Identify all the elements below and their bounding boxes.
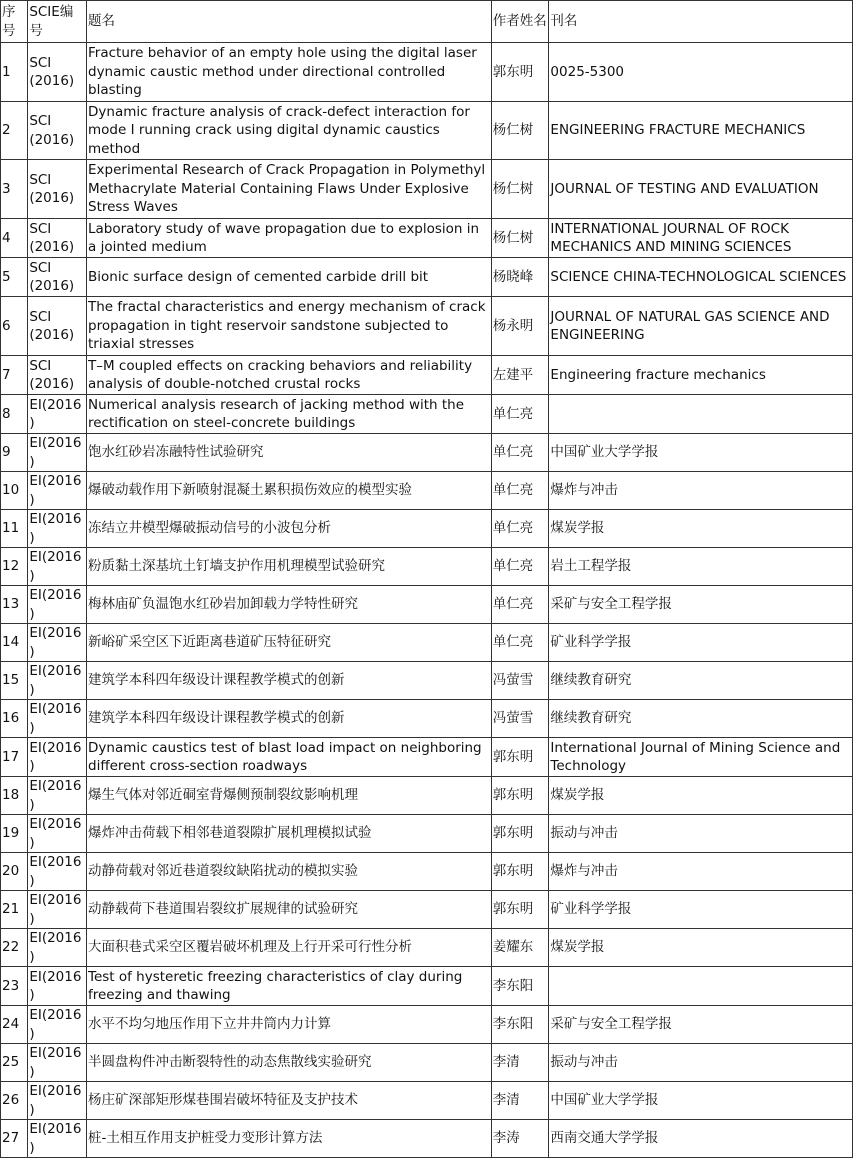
table-row (1, 43, 853, 102)
index-code: EI(2016) (28, 1044, 87, 1082)
index-code: SCI (2016) (28, 160, 87, 219)
journal-name: 爆炸与冲击 (549, 853, 853, 891)
row-number: 17 (1, 738, 28, 777)
author-name: 杨晓峰 (491, 258, 549, 297)
row-number: 25 (1, 1044, 28, 1082)
row-number: 12 (1, 548, 28, 586)
author-name: 单仁亮 (491, 624, 549, 662)
author-name: 郭东明 (491, 891, 549, 929)
table-row (1, 548, 853, 586)
paper-title: 杨庄矿深部矩形煤巷围岩破坏特征及支护技术 (87, 1082, 492, 1120)
row-number: 24 (1, 1006, 28, 1044)
row-number: 27 (1, 1120, 28, 1158)
row-number: 18 (1, 777, 28, 815)
row-number: 2 (1, 102, 28, 160)
author-name: 郭东明 (491, 777, 549, 815)
index-code: EI(2016) (28, 853, 87, 891)
index-code: EI(2016) (28, 1120, 87, 1158)
paper-title: Bionic surface design of cemented carbide drill bit (87, 258, 492, 297)
index-code: SCI (2016) (28, 219, 87, 258)
row-number: 26 (1, 1082, 28, 1120)
journal-name: International Journal of Mining Science and Technology (549, 738, 853, 777)
table-body (1, 43, 853, 1158)
paper-title: 爆生气体对邻近硐室背爆侧预制裂纹影响机理 (87, 777, 492, 815)
table-row (1, 102, 853, 160)
index-code: EI(2016) (28, 891, 87, 929)
paper-title: 爆破动载作用下新喷射混凝土累积损伤效应的模型实验 (87, 472, 492, 510)
header-author: 作者姓名 (491, 1, 549, 43)
journal-name (549, 967, 853, 1006)
table-row (1, 356, 853, 395)
index-code: SCI (2016) (28, 258, 87, 297)
index-code: EI(2016) (28, 929, 87, 967)
index-code: EI(2016) (28, 700, 87, 738)
row-number: 14 (1, 624, 28, 662)
journal-name: 振动与冲击 (549, 1044, 853, 1082)
table-row (1, 891, 853, 929)
paper-title: The fractal characteristics and energy mechanism of crack propagation in tight reservoir sandstone subjected to triaxial stresses (87, 297, 492, 356)
journal-name: 采矿与安全工程学报 (549, 586, 853, 624)
paper-title: Numerical analysis research of jacking method with the rectification on steel-concrete buildings (87, 395, 492, 434)
index-code: EI(2016) (28, 1082, 87, 1120)
journal-name: JOURNAL OF NATURAL GAS SCIENCE AND ENGINEERING (549, 297, 853, 356)
paper-title: 梅林庙矿负温饱水红砂岩加卸载力学特性研究 (87, 586, 492, 624)
paper-title: 水平不均匀地压作用下立井井筒内力计算 (87, 1006, 492, 1044)
author-name: 单仁亮 (491, 548, 549, 586)
author-name: 冯萤雪 (491, 700, 549, 738)
index-code: SCI (2016) (28, 102, 87, 160)
author-name: 郭东明 (491, 815, 549, 853)
row-number: 5 (1, 258, 28, 297)
index-code: SCI (2016) (28, 43, 87, 102)
row-number: 21 (1, 891, 28, 929)
row-number: 9 (1, 434, 28, 472)
row-number: 1 (1, 43, 28, 102)
paper-title: 新峪矿采空区下近距离巷道矿压特征研究 (87, 624, 492, 662)
author-name: 单仁亮 (491, 395, 549, 434)
table-row (1, 219, 853, 258)
journal-name: 矿业科学学报 (549, 624, 853, 662)
paper-title: 动静载荷下巷道围岩裂纹扩展规律的试验研究 (87, 891, 492, 929)
index-code: EI(2016) (28, 1006, 87, 1044)
index-code: EI(2016) (28, 738, 87, 777)
table-row (1, 777, 853, 815)
journal-name: 煤炭学报 (549, 777, 853, 815)
journal-name: 中国矿业大学学报 (549, 1082, 853, 1120)
header-row (1, 1, 853, 43)
row-number: 8 (1, 395, 28, 434)
author-name: 郭东明 (491, 738, 549, 777)
index-code: EI(2016) (28, 777, 87, 815)
row-number: 22 (1, 929, 28, 967)
journal-name: 0025-5300 (549, 43, 853, 102)
author-name: 冯萤雪 (491, 662, 549, 700)
author-name: 杨仁树 (491, 102, 549, 160)
row-number: 6 (1, 297, 28, 356)
paper-title: 动静荷载对邻近巷道裂纹缺陷扰动的模拟实验 (87, 853, 492, 891)
journal-name: SCIENCE CHINA-TECHNOLOGICAL SCIENCES (549, 258, 853, 297)
author-name: 郭东明 (491, 853, 549, 891)
paper-title: Laboratory study of wave propagation due to explosion in a jointed medium (87, 219, 492, 258)
paper-title: 桩-土相互作用支护桩受力变形计算方法 (87, 1120, 492, 1158)
table-row (1, 510, 853, 548)
header-no: 序号 (1, 1, 28, 43)
author-name: 单仁亮 (491, 510, 549, 548)
row-number: 3 (1, 160, 28, 219)
table-row (1, 815, 853, 853)
table-row (1, 700, 853, 738)
table-row (1, 297, 853, 356)
row-number: 13 (1, 586, 28, 624)
index-code: EI(2016) (28, 624, 87, 662)
author-name: 单仁亮 (491, 472, 549, 510)
author-name: 杨永明 (491, 297, 549, 356)
table-row (1, 662, 853, 700)
author-name: 左建平 (491, 356, 549, 395)
table-row (1, 967, 853, 1006)
author-name: 杨仁树 (491, 160, 549, 219)
row-number: 11 (1, 510, 28, 548)
header-code: SCIE编号 (28, 1, 87, 43)
row-number: 23 (1, 967, 28, 1006)
table-row (1, 434, 853, 472)
paper-title: 大面积巷式采空区覆岩破坏机理及上行开采可行性分析 (87, 929, 492, 967)
index-code: EI(2016) (28, 434, 87, 472)
index-code: EI(2016) (28, 662, 87, 700)
author-name: 李涛 (491, 1120, 549, 1158)
author-name: 单仁亮 (491, 434, 549, 472)
index-code: EI(2016) (28, 472, 87, 510)
journal-name: 煤炭学报 (549, 929, 853, 967)
author-name: 李清 (491, 1044, 549, 1082)
paper-title: 冻结立井模型爆破振动信号的小波包分析 (87, 510, 492, 548)
row-number: 20 (1, 853, 28, 891)
journal-name: 采矿与安全工程学报 (549, 1006, 853, 1044)
journal-name: 西南交通大学学报 (549, 1120, 853, 1158)
row-number: 7 (1, 356, 28, 395)
row-number: 10 (1, 472, 28, 510)
index-code: SCI (2016) (28, 356, 87, 395)
index-code: EI(2016) (28, 395, 87, 434)
row-number: 4 (1, 219, 28, 258)
author-name: 郭东明 (491, 43, 549, 102)
author-name: 杨仁树 (491, 219, 549, 258)
paper-title: T–M coupled effects on cracking behaviors and reliability analysis of double-notched crustal rocks (87, 356, 492, 395)
index-code: EI(2016) (28, 815, 87, 853)
paper-title: Dynamic fracture analysis of crack-defect interaction for mode I running crack using digital dynamic caustics method (87, 102, 492, 160)
journal-name: JOURNAL OF TESTING AND EVALUATION (549, 160, 853, 219)
table-row (1, 395, 853, 434)
author-name: 李清 (491, 1082, 549, 1120)
author-name: 姜耀东 (491, 929, 549, 967)
row-number: 19 (1, 815, 28, 853)
header-title: 题名 (87, 1, 492, 43)
journal-name: 继续教育研究 (549, 662, 853, 700)
paper-title: 半圆盘构件冲击断裂特性的动态焦散线实验研究 (87, 1044, 492, 1082)
index-code: EI(2016) (28, 510, 87, 548)
table-row (1, 472, 853, 510)
header-journal: 刊名 (549, 1, 853, 43)
index-code: EI(2016) (28, 548, 87, 586)
paper-title: 粉质黏土深基坑土钉墙支护作用机理模型试验研究 (87, 548, 492, 586)
table-row (1, 1006, 853, 1044)
table-row (1, 160, 853, 219)
author-name: 李东阳 (491, 967, 549, 1006)
author-name: 单仁亮 (491, 586, 549, 624)
author-name: 李东阳 (491, 1006, 549, 1044)
table-row (1, 1120, 853, 1158)
table-row (1, 624, 853, 662)
journal-name: 振动与冲击 (549, 815, 853, 853)
journal-name: 中国矿业大学学报 (549, 434, 853, 472)
journal-name (549, 395, 853, 434)
journal-name: Engineering fracture mechanics (549, 356, 853, 395)
table-row (1, 1044, 853, 1082)
journal-name: 岩土工程学报 (549, 548, 853, 586)
table-row (1, 258, 853, 297)
journal-name: 爆炸与冲击 (549, 472, 853, 510)
table-row (1, 586, 853, 624)
paper-title: 建筑学本科四年级设计课程教学模式的创新 (87, 662, 492, 700)
paper-title: Fracture behavior of an empty hole using the digital laser dynamic caustic method under directional controlled blasting (87, 43, 492, 102)
row-number: 16 (1, 700, 28, 738)
paper-title: Dynamic caustics test of blast load impact on neighboring different cross-section roadways (87, 738, 492, 777)
journal-name: 继续教育研究 (549, 700, 853, 738)
index-code: EI(2016) (28, 586, 87, 624)
paper-title: 建筑学本科四年级设计课程教学模式的创新 (87, 700, 492, 738)
row-number: 15 (1, 662, 28, 700)
journal-name: INTERNATIONAL JOURNAL OF ROCK MECHANICS AND MINING SCIENCES (549, 219, 853, 258)
table-row (1, 738, 853, 777)
journal-name: 矿业科学学报 (549, 891, 853, 929)
paper-title: 爆炸冲击荷载下相邻巷道裂隙扩展机理模拟试验 (87, 815, 492, 853)
journal-name: ENGINEERING FRACTURE MECHANICS (549, 102, 853, 160)
table-row (1, 929, 853, 967)
paper-title: Test of hysteretic freezing characteristics of clay during freezing and thawing (87, 967, 492, 1006)
paper-title: Experimental Research of Crack Propagation in Polymethyl Methacrylate Material Containing Flaws Under Explosive Stress Waves (87, 160, 492, 219)
index-code: EI(2016) (28, 967, 87, 1006)
table-row (1, 1082, 853, 1120)
journal-name: 煤炭学报 (549, 510, 853, 548)
index-code: SCI (2016) (28, 297, 87, 356)
paper-title: 饱水红砂岩冻融特性试验研究 (87, 434, 492, 472)
